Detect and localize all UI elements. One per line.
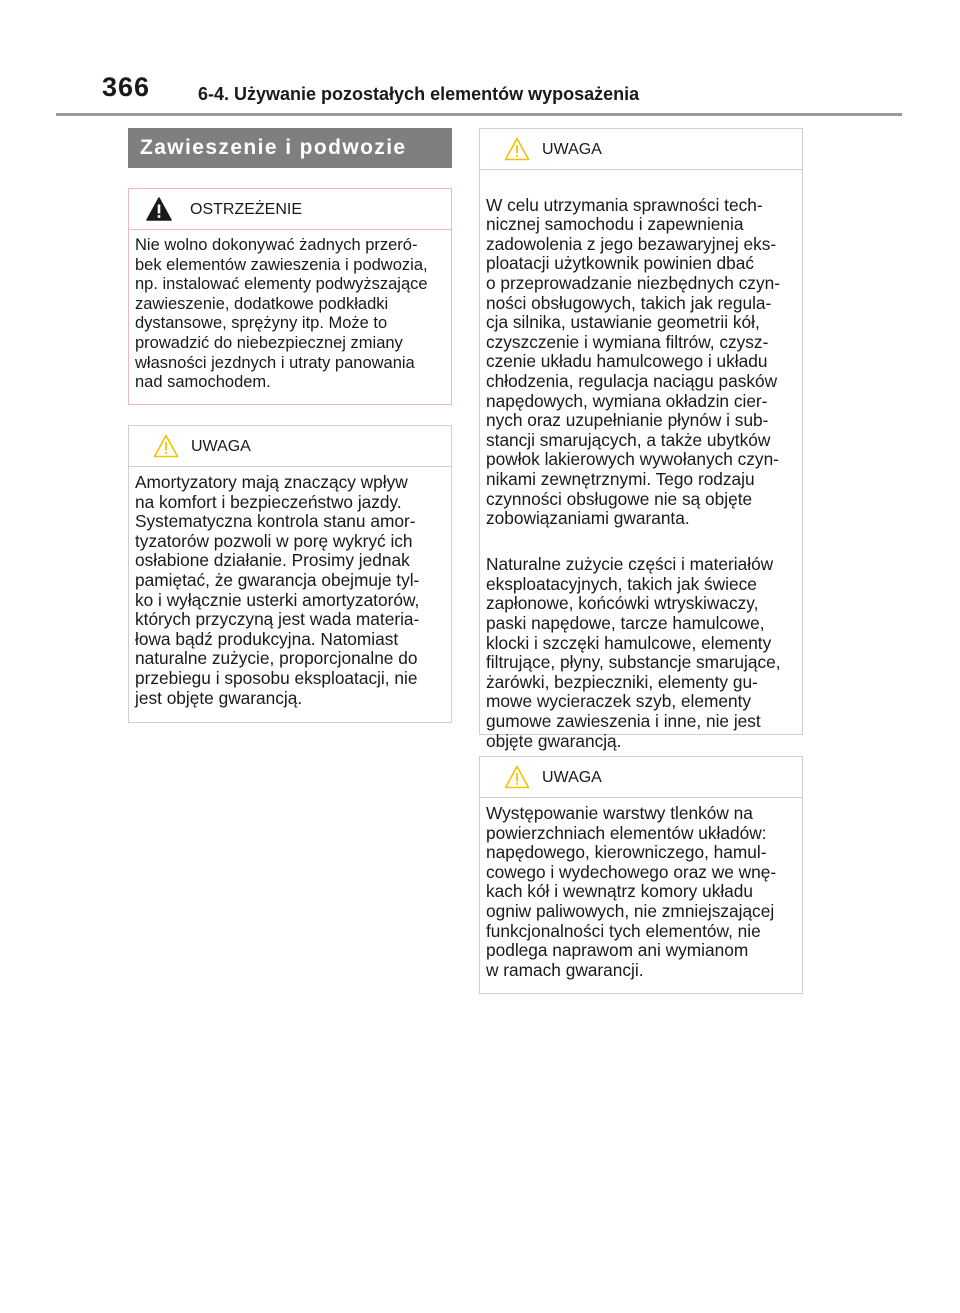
warning-box-header	[129, 189, 451, 230]
caution-triangle-icon	[504, 137, 530, 161]
caution-paragraph: W celu utrzymania sprawności tech- nicznej samochodu i zapewnienia zadowolenia z jego bezawaryjnej eks- ploatacji użytkownik powinien dbać o przeprowadzanie niezbędnych czyn- ności obsługowych, takich jak regula- cja silnika, ustawianie geometrii kół, czyszczenie i wymiana filtrów, czysz- czenie układu hamulcowego i układu chłodzenia, regulacja naciągu pasków napędowych, wymiana okładzin cier- nych oraz uzupełnianie płynów i sub- stancji smarujących, a także ubytków powłok lakierowych wywołanych czyn- nikami zewnętrznymi. Tego rodzaju czynności obsługowe nie są objęte zobowiązaniami gwaranta.	[486, 194, 780, 529]
caution-box-header	[480, 757, 802, 798]
warning-title: OSTRZEŻENIE	[190, 201, 303, 218]
section-banner: Zawieszenie i podwozie	[128, 128, 452, 168]
caution-title: UWAGA	[542, 769, 602, 786]
warning-box	[128, 188, 452, 405]
caution-paragraph: Naturalne zużycie części i materiałów eksploatacyjnych, takich jak świece zapłonowe, końcówki wtryskiwaczy, paski napędowe, tarcze hamulcowe, klocki i szczęki hamulcowe, elementy filtrujące, płyny, substancje smarujące, żarówki, bezpieczniki, elementy gu- mowe wycieraczek szyb, elementy gumowe zawieszenia i inne, nie jest objęte gwarancją.	[486, 554, 781, 751]
caution-body	[480, 170, 802, 771]
caution-box-header	[480, 129, 802, 170]
warning-triangle-icon	[146, 197, 172, 221]
warning-text: Nie wolno dokonywać żadnych przeró- bek elementów zawieszenia i podwozia, np. instalować elementy podwyższające zawieszenie, dodatkowe podkładki dystansowe, sprężyny itp. Może to prowadzić do niebezpiecznej zmiany własności jezdnych i utraty panowania nad samochodem.	[135, 236, 428, 392]
caution-title: UWAGA	[191, 438, 251, 455]
page-number: 366	[102, 72, 151, 102]
caution-text: Występowanie warstwy tlenków na powierzchniach elementów układów: napędowego, kierowniczego, hamul- cowego i wydechowego oraz we wnę- kach kół i wewnątrz komory układu ogniw paliwowych, nie zmniejszającej funkcjonalności tych elementów, nie podlega naprawom ani wymianom w ramach gwarancji.	[486, 803, 777, 980]
caution-text: Amortyzatory mają znaczący wpływ na komfort i bezpieczeństwo jazdy. Systematyczna kontrola stanu amor- tyzatorów pozwoli w porę wykryć ich osłabione działanie. Prosimy jednak pamiętać, że gwarancja obejmuje tyl- ko i wyłącznie usterki amortyzatorów, których przyczyną jest wada materia- łowa bądź produkcyjna. Natomiast naturalne zużycie, proporcjonalne do przebiegu i sposobu eksploatacji, nie jest objęte gwarancją.	[135, 472, 420, 708]
section-title: 6-4. Używanie pozostałych elementów wyposażenia	[198, 84, 640, 104]
caution-triangle-icon	[153, 434, 179, 458]
caution-triangle-icon	[504, 765, 530, 789]
caution-title: UWAGA	[542, 141, 602, 158]
caution-box-header	[129, 426, 451, 467]
caution-box-oxidation	[479, 756, 803, 994]
caution-box-maintenance	[479, 128, 803, 751]
caution-box-shock-absorbers	[128, 425, 452, 723]
page-header	[56, 74, 902, 116]
